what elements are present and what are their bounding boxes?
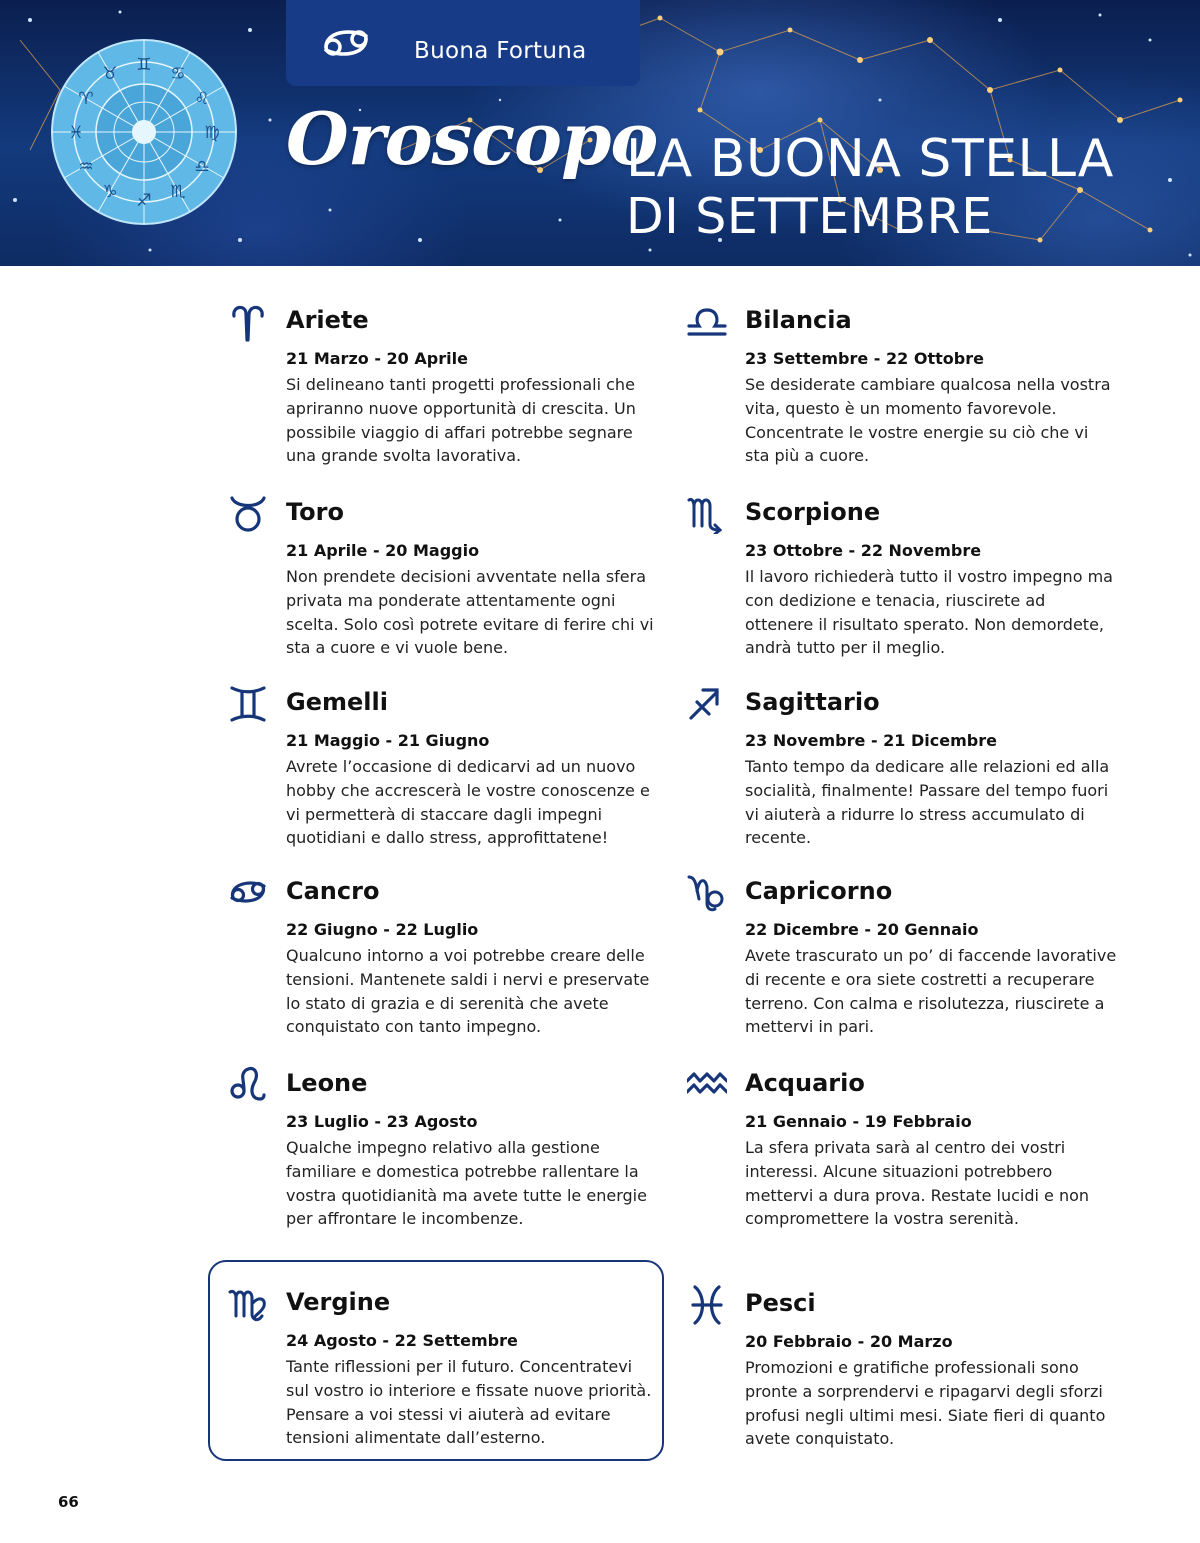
sign-text: Si delineano tanti progetti professionali che apriranno nuove opportunità di crescita. Un possibile viaggio di affari potrebbe segnare una grande svolta lavorativa. [286, 375, 636, 466]
svg-text:♏: ♏ [170, 182, 186, 202]
libra-icon [687, 302, 727, 342]
sign-text: Se desiderate cambiare qualcosa nella vostra vita, questo è un momento favorevole. Concentrate le vostre energie su ciò che vi sta più a cuore. [745, 375, 1111, 466]
sagittarius-icon [687, 684, 727, 724]
capricorn-icon [687, 873, 727, 913]
section-label: Buona Fortuna [414, 38, 587, 64]
cancer-icon [228, 873, 268, 913]
sign-name: Leone [286, 1069, 368, 1097]
svg-text:♊: ♊ [136, 55, 152, 75]
sign-text: Non prendete decisioni avventate nella sfera privata ma ponderate attentamente ogni scelta. Solo così potrete evitare di ferire chi vi sta a cuore e vi vuole bene. [286, 567, 654, 658]
sign-name: Bilancia [745, 306, 852, 334]
sign-name: Capricorno [745, 877, 893, 905]
section-tab [286, 0, 640, 86]
svg-text:♉: ♉ [102, 64, 118, 84]
script-title: Oroscopo [286, 96, 658, 181]
sign-dates: 23 Novembre - 21 Dicembre [745, 731, 997, 750]
sign-dates: 20 Febbraio - 20 Marzo [745, 1332, 953, 1351]
svg-text:♈: ♈ [78, 89, 94, 109]
headline-line-1: LA BUONA STELLA [626, 129, 1114, 189]
taurus-icon [228, 494, 268, 534]
sign-name: Cancro [286, 877, 380, 905]
svg-text:♍: ♍ [204, 123, 220, 143]
sign-text: Qualche impegno relativo alla gestione familiare e domestica potrebbe rallentare la vostra quotidianità ma avete tutte le energie per affrontare le incombenze. [286, 1138, 647, 1229]
sign-name: Ariete [286, 306, 369, 334]
sign-text: Avete trascurato un po’ di faccende lavorative di recente e ora siete costretti a recuperare terreno. Con calma e risolutezza, riuscirete a mettervi in pari. [745, 946, 1117, 1037]
sign-name: Gemelli [286, 688, 388, 716]
sign-dates: 21 Aprile - 20 Maggio [286, 541, 480, 560]
sign-text: Tanto tempo da dedicare alle relazioni ed alla socialità, finalmente! Passare del tempo fuori vi aiuterà a ridurre lo stress accumulato di recente. [745, 757, 1110, 848]
aquarius-icon [687, 1065, 727, 1105]
sign-dates: 23 Settembre - 22 Ottobre [745, 349, 984, 368]
sign-name: Toro [286, 498, 344, 526]
sign-dates: 22 Giugno - 22 Luglio [286, 920, 479, 939]
cancer-icon [320, 24, 372, 62]
scorpio-icon [687, 494, 727, 534]
page-headline [626, 130, 1186, 246]
sign-dates: 21 Marzo - 20 Aprile [286, 349, 468, 368]
svg-text:♐: ♐ [136, 191, 152, 211]
sign-name: Vergine [286, 1288, 391, 1316]
sign-name: Pesci [745, 1289, 816, 1317]
svg-text:♋: ♋ [170, 64, 186, 84]
sign-dates: 23 Luglio - 23 Agosto [286, 1112, 478, 1131]
sign-dates: 23 Ottobre - 22 Novembre [745, 541, 982, 560]
sign-text: Qualcuno intorno a voi potrebbe creare delle tensioni. Mantenete saldi i nervi e preservate lo stato di grazia e di serenità che avete conquistato con tanto impegno. [286, 946, 650, 1037]
svg-text:♒: ♒ [78, 157, 94, 177]
sign-name: Scorpione [745, 498, 881, 526]
gemini-icon [228, 684, 268, 724]
sign-name: Acquario [745, 1069, 865, 1097]
pisces-icon [687, 1285, 727, 1325]
headline-line-2: DI SETTEMBRE [626, 188, 993, 245]
aries-icon [228, 302, 268, 342]
sign-dates: 22 Dicembre - 20 Gennaio [745, 920, 979, 939]
svg-text:♌: ♌ [194, 89, 210, 109]
sign-text: Promozioni e gratifiche professionali sono pronte a sorprendervi e ripagarvi degli sforzi profusi negli ultimi mesi. Siate fieri di quanto avete conquistato. [745, 1358, 1106, 1449]
sign-text: Tante riflessioni per il futuro. Concentratevi sul vostro io interiore e fissate nuove priorità. Pensare a voi stessi vi aiuterà ad evitare tensioni alimentate dall’esterno. [286, 1357, 652, 1448]
sign-text: La sfera privata sarà al centro dei vostri interessi. Alcune situazioni potrebbero mettervi a dura prova. Restate lucidi e non compromettere la vostra serenità. [745, 1138, 1090, 1229]
leo-icon [228, 1065, 268, 1105]
sign-text: Il lavoro richiederà tutto il vostro impegno ma con dedizione e tenacia, riuscirete ad ottenere il risultato sperato. Non demordete, andrà tutto per il meglio. [745, 567, 1113, 658]
sign-name: Sagittario [745, 688, 880, 716]
sign-dates: 24 Agosto - 22 Settembre [286, 1331, 518, 1350]
sign-dates: 21 Maggio - 21 Giugno [286, 731, 490, 750]
sign-dates: 21 Gennaio - 19 Febbraio [745, 1112, 972, 1131]
zodiac-wheel-icon [50, 38, 238, 226]
sign-text: Avrete l’occasione di dedicarvi ad un nuovo hobby che accrescerà le vostre conoscenze e vi permetterà di staccare dagli impegni quotidiani e dallo stress, approfittatene! [286, 757, 650, 848]
svg-text:♎: ♎ [194, 157, 210, 177]
page-number: 66 [58, 1493, 79, 1511]
svg-text:♑: ♑ [102, 182, 118, 202]
svg-text:♓: ♓ [68, 123, 84, 143]
virgo-icon [228, 1284, 268, 1324]
header-banner [0, 0, 1200, 266]
